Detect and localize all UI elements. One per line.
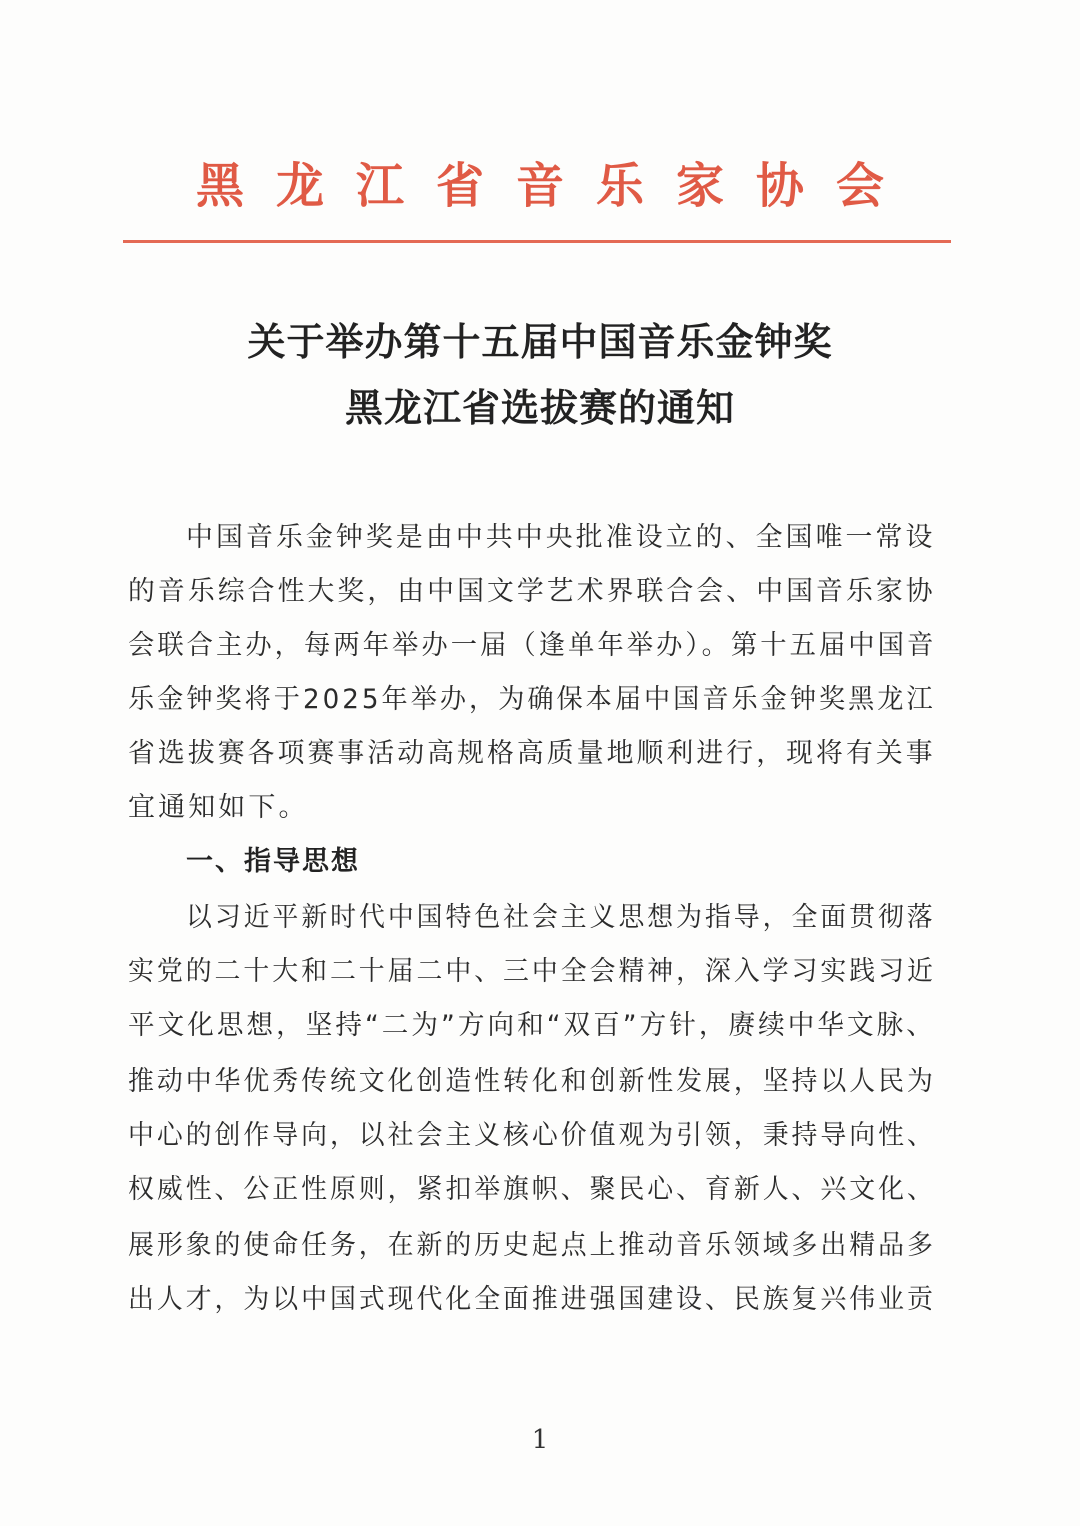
paragraph-line: 权威性、公正性原则，紧扣举旗帜、聚民心、育新人、兴文化、 bbox=[128, 1174, 936, 1205]
paragraph-line: 的音乐综合性大奖，由中国文学艺术界联合会、中国音乐家协 bbox=[128, 576, 936, 607]
paragraph-line: 中心的创作导向，以社会主义核心价值观为引领，秉持导向性、 bbox=[128, 1120, 936, 1151]
paragraph-line: 中国音乐金钟奖是由中共中央批准设立的、全国唯一常设 bbox=[186, 522, 936, 553]
paragraph-line: 推动中华优秀传统文化创造性转化和创新性发展，坚持以人民为 bbox=[128, 1066, 936, 1097]
document-title-line-1: 关于举办第十五届中国音乐金钟奖 bbox=[247, 319, 833, 364]
paragraph-line: 会联合主办，每两年举办一届（逢单年举办）。第十五届中国音 bbox=[128, 630, 937, 661]
paragraph-line: 省选拔赛各项赛事活动高规格高质量地顺利进行，现将有关事 bbox=[128, 738, 936, 769]
letterhead-red-rule bbox=[123, 240, 951, 243]
page-number: 1 bbox=[531, 1425, 549, 1455]
section-heading-guiding-ideology: 一、指导思想 bbox=[186, 846, 360, 877]
paragraph-line: 以习近平新时代中国特色社会主义思想为指导，全面贯彻落 bbox=[186, 902, 936, 933]
document-title-line-2: 黑龙江省选拔赛的通知 bbox=[344, 385, 735, 430]
organization-letterhead: 黑龙江省音乐家协会 bbox=[195, 158, 916, 214]
paragraph-line: 平文化思想，坚持“二为”方向和“双百”方针，赓续中华文脉、 bbox=[128, 1010, 936, 1041]
paragraph-line: 实党的二十大和二十届二中、三中全会精神，深入学习实践习近 bbox=[128, 956, 936, 987]
paragraph-line: 宜通知如下。 bbox=[128, 792, 309, 823]
paragraph-line: 乐金钟奖将于2025年举办，为确保本届中国音乐金钟奖黑龙江 bbox=[128, 684, 936, 715]
paragraph-line: 展形象的使命任务，在新的历史起点上推动音乐领域多出精品多 bbox=[128, 1230, 936, 1261]
paragraph-line: 出人才，为以中国式现代化全面推进强国建设、民族复兴伟业贡 bbox=[128, 1284, 936, 1315]
